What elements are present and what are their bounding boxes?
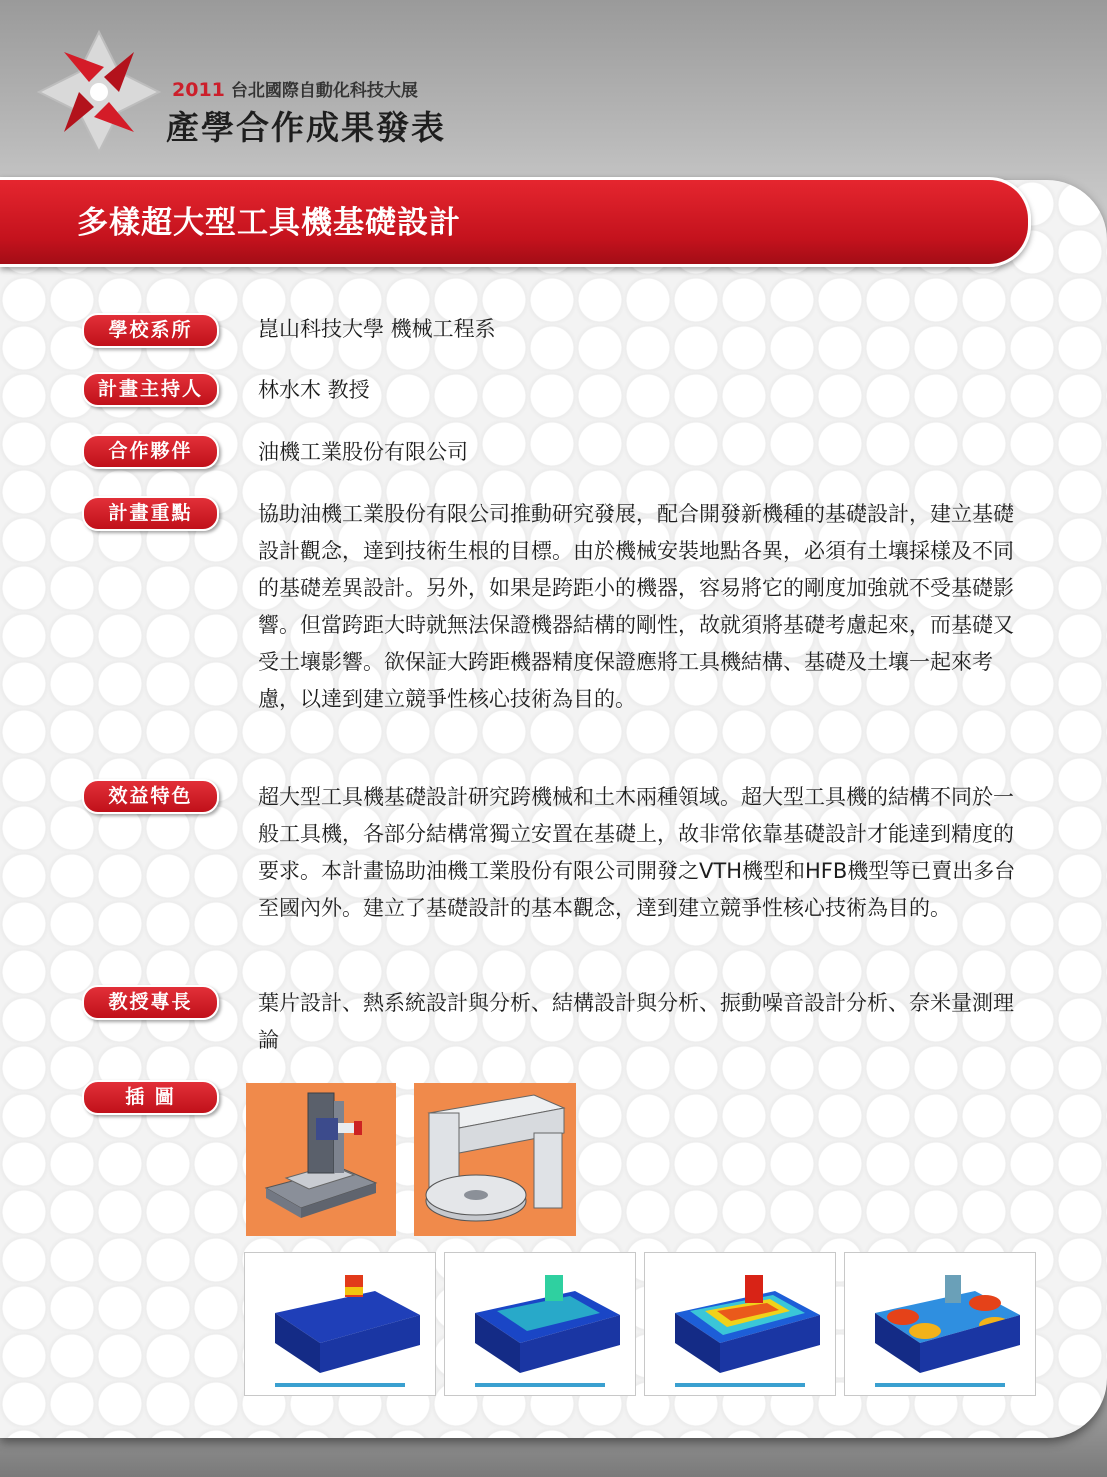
fea-result-image-4 <box>845 1253 1035 1395</box>
header <box>0 0 1107 175</box>
value-benefits: 超大型工具機基礎設計研究跨機械和土木兩種領域。超大型工具機的結構不同於一般工具機，各部分結構常獨立安置在基礎上，故非常依靠基礎設計才能達到精度的要求。本計畫協助油機工業股份有限公司開發之VTH機型和HFB機型等已賣出多台至國內外。建立了基礎設計的基本觀念，達到建立競爭性核心技術為目的。 <box>258 785 1016 920</box>
value-expertise: 葉片設計、熱系統設計與分析、結構設計與分析、振動噪音設計分析、奈米量測理論 <box>258 991 1014 1052</box>
label-school: 學校系所 <box>82 313 219 348</box>
value-partner: 油機工業股份有限公司 <box>258 440 468 464</box>
figure-fea-4 <box>844 1252 1036 1396</box>
machine-tool-image <box>246 1083 396 1236</box>
event-logo-icon <box>34 22 164 162</box>
label-focus: 計畫重點 <box>82 496 219 531</box>
project-title: 多樣超大型工具機基礎設計 <box>77 205 461 241</box>
event-title: 產學合作成果發表 <box>166 108 446 147</box>
gantry-machine-image <box>414 1083 576 1236</box>
event-name <box>172 76 418 101</box>
label-figures: 插 圖 <box>82 1080 219 1115</box>
label-benefits: 效益特色 <box>82 779 219 814</box>
label-partner: 合作夥伴 <box>82 434 219 469</box>
label-expertise: 教授專長 <box>82 985 219 1020</box>
figure-machine-2 <box>414 1083 576 1236</box>
fea-result-image <box>245 1253 435 1395</box>
fea-result-image-3 <box>645 1253 835 1395</box>
value-focus: 協助油機工業股份有限公司推動研究發展，配合開發新機種的基礎設計，建立基礎設計觀念，達到技術生根的目標。由於機械安裝地點各異，必須有土壤採樣及不同的基礎差異設計。另外，如果是跨距小的機器，容易將它的剛度加強就不受基礎影響。但當跨距大時就無法保證機器結構的剛性，故就須將基礎考慮起來，而基礎又受土壤影響。欲保証大跨距機器精度保證應將工具機結構、基礎及土壤一起來考慮，以達到建立競爭性核心技術為目的。 <box>258 502 1014 711</box>
label-host: 計畫主持人 <box>82 372 219 407</box>
figure-machine-1 <box>246 1083 396 1236</box>
fea-result-image-2 <box>445 1253 635 1395</box>
value-school: 崑山科技大學 機械工程系 <box>258 317 496 341</box>
figure-fea-2 <box>444 1252 636 1396</box>
event-name-text: 台北國際自動化科技大展 <box>230 81 418 101</box>
event-year: 2011 <box>172 79 225 101</box>
figure-fea-1 <box>244 1252 436 1396</box>
figure-fea-3 <box>644 1252 836 1396</box>
value-host: 林水木 教授 <box>258 378 370 402</box>
